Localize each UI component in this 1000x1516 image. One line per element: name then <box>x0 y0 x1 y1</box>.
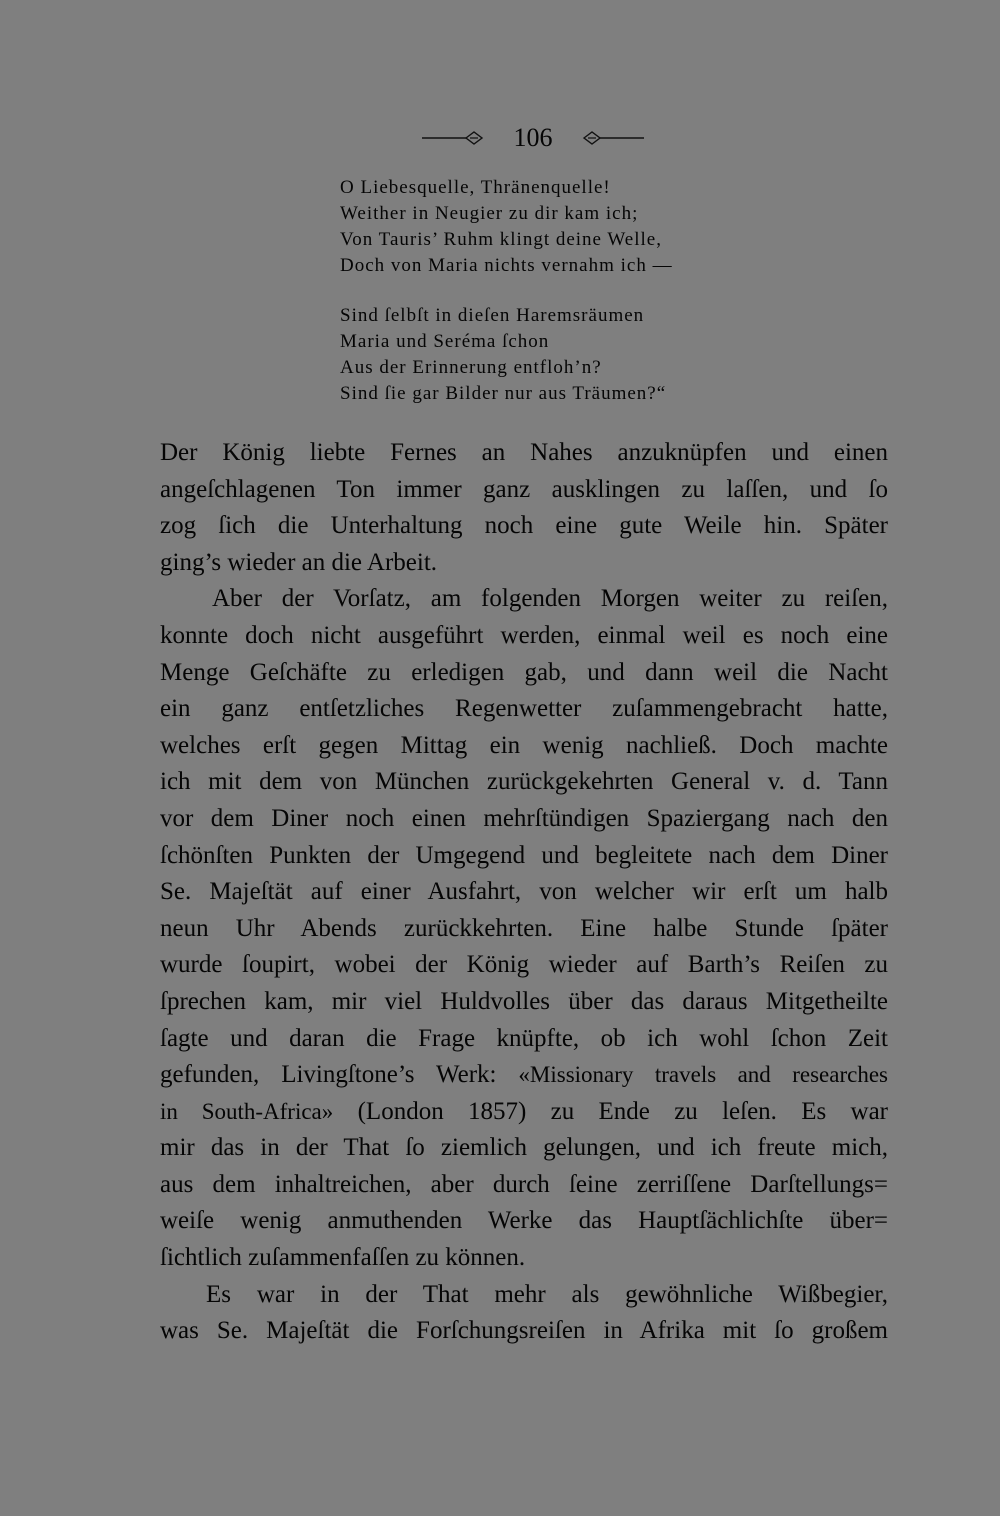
body-line: ſchönſten Punkten der Umgegend und begleitete nach dem Diner <box>160 841 888 869</box>
body-line: wurde ſoupirt, wobei der König wieder auf Barth’s Reiſen zu <box>160 951 888 979</box>
body-line: ſagte und daran die Frage knüpfte, ob ich wohl ſchon Zeit <box>160 1024 888 1052</box>
body-line: Es war in der That mehr als gewöhnliche Wißbegier, <box>206 1280 888 1308</box>
book-title-segment: «Missionary travels and researches <box>518 1062 888 1088</box>
poem-line: Aus der Erinnerung entfloh’n? <box>340 357 602 378</box>
body-line: ein ganz entſetzliches Regenwetter zuſammengebracht hatte, <box>160 695 888 723</box>
page-number: 106 <box>513 123 553 152</box>
page-header <box>420 120 646 156</box>
body-line: ſichtlich zuſammenfaſſen zu können. <box>160 1244 526 1272</box>
poem-line: O Liebesquelle, Thränenquelle! <box>340 177 611 198</box>
body-line: neun Uhr Abends zurückkehrten. Eine halbe Stunde ſpäter <box>160 914 888 942</box>
body-line: zog ſich die Unterhaltung noch eine gute Weile hin. Später <box>160 512 888 540</box>
poem-line: Weither in Neugier zu dir kam ich; <box>340 203 639 224</box>
poem-line: Von Tauris’ Ruhm klingt deine Welle, <box>340 229 662 250</box>
poem-line: Sind ſelbſt in dieſen Haremsräumen <box>340 305 645 326</box>
poem-stanza <box>340 303 760 407</box>
body-line: was Se. Majeſtät die Forſchungsreiſen in Afrika mit ſo großem <box>160 1317 888 1345</box>
body-line: mir das in der That ſo ziemlich gelungen, und ich freute mich, <box>160 1134 888 1162</box>
body-line: Se. Majeſtät auf einer Ausfahrt, von welcher wir erſt um halb <box>160 878 888 906</box>
poem <box>340 175 760 407</box>
body-line: ich mit dem von München zurückgekehrten General v. d. Tann <box>160 768 888 796</box>
ornament-left-icon <box>420 128 484 148</box>
body-line: Menge Geſchäfte zu erledigen gab, und dann weil die Nacht <box>160 658 888 686</box>
body-text <box>160 435 888 1350</box>
body-line-segment: gefunden, Livingſtone’s Werk: <box>160 1061 497 1089</box>
body-line: aus dem inhaltreichen, aber durch ſeine zerriſſene Darſtellungs= <box>160 1170 888 1198</box>
poem-stanza <box>340 175 760 279</box>
body-line: vor dem Diner noch einen mehrſtündigen Spaziergang nach den <box>160 804 888 832</box>
body-line: ging’s wieder an die Arbeit. <box>160 548 438 576</box>
poem-line: Maria und Seréma ſchon <box>340 331 550 352</box>
body-line <box>160 1094 888 1131</box>
body-line: weiſe wenig anmuthenden Werke das Hauptſächlichſte über= <box>160 1207 888 1235</box>
body-line: angeſchlagenen Ton immer ganz ausklingen zu laſſen, und ſo <box>160 475 888 503</box>
body-line: konnte doch nicht ausgeführt werden, einmal weil es noch eine <box>160 621 888 649</box>
book-title-segment: in South-Africa» <box>160 1098 334 1124</box>
body-line <box>160 1057 888 1094</box>
ornament-right-icon <box>582 128 646 148</box>
poem-line: Doch von Maria nichts vernahm ich — <box>340 255 673 276</box>
body-line: ſprechen kam, mir viel Huldvolles über das daraus Mitgetheilte <box>160 987 888 1015</box>
body-line: Aber der Vorſatz, am folgenden Morgen weiter zu reiſen, <box>212 585 888 613</box>
body-line: Der König liebte Fernes an Nahes anzuknüpfen und einen <box>160 439 888 466</box>
body-line: welches erſt gegen Mittag ein wenig nachließ. Doch machte <box>160 731 888 759</box>
poem-line: Sind ſie gar Bilder nur aus Träumen?“ <box>340 383 667 404</box>
body-line-segment: (London 1857) zu Ende zu leſen. Es war <box>357 1097 888 1125</box>
